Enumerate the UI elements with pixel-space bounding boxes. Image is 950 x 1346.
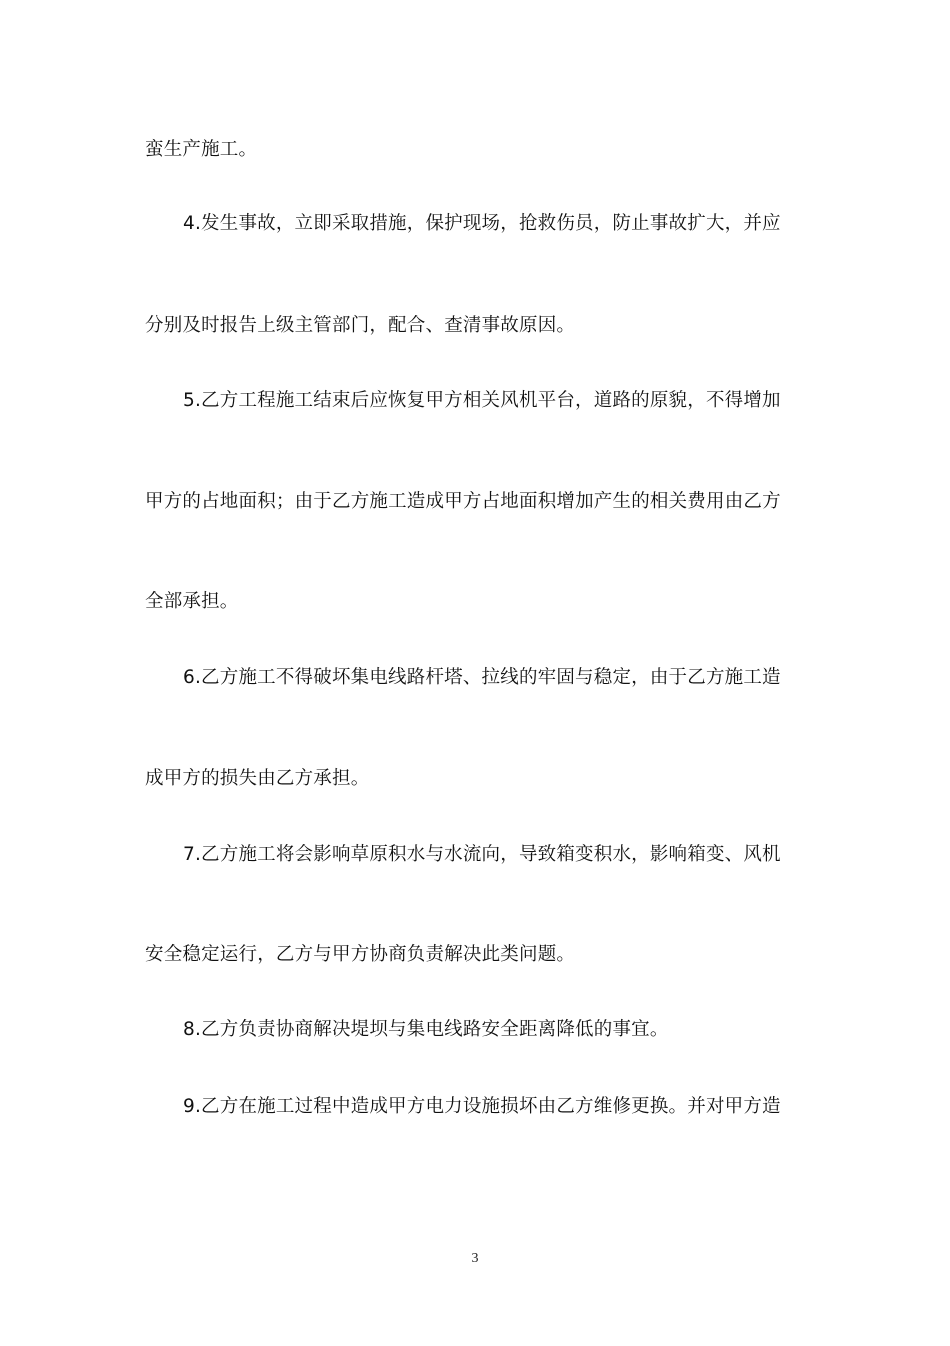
clause-6-line-1: 6.乙方施工不得破坏集电线路杆塔、拉线的牢固与稳定，由于乙方施工造	[183, 667, 781, 688]
clause-7-line-1: 7.乙方施工将会影响草原积水与水流向，导致箱变积水，影响箱变、风机	[183, 844, 781, 865]
page-number: 3	[471, 1251, 479, 1266]
clause-5-line-2: 甲方的占地面积；由于乙方施工造成甲方占地面积增加产生的相关费用由乙方	[145, 491, 781, 512]
clause-5-line-1: 5.乙方工程施工结束后应恢复甲方相关风机平台，道路的原貌，不得增加	[183, 390, 781, 411]
body-text-line: 蛮生产施工。	[145, 139, 258, 160]
clause-5-line-3: 全部承担。	[145, 591, 239, 612]
clause-9-line-1: 9.乙方在施工过程中造成甲方电力设施损坏由乙方维修更换。并对甲方造	[183, 1096, 781, 1117]
clause-4-line-1: 4.发生事故，立即采取措施，保护现场，抢救伤员，防止事故扩大，并应	[183, 213, 781, 234]
clause-8-line-1: 8.乙方负责协商解决堤坝与集电线路安全距离降低的事宜。	[183, 1019, 669, 1040]
clause-4-line-2: 分别及时报告上级主管部门，配合、查清事故原因。	[145, 315, 576, 336]
clause-6-line-2: 成甲方的损失由乙方承担。	[145, 768, 370, 789]
clause-7-line-2: 安全稳定运行，乙方与甲方协商负责解决此类问题。	[145, 944, 576, 965]
